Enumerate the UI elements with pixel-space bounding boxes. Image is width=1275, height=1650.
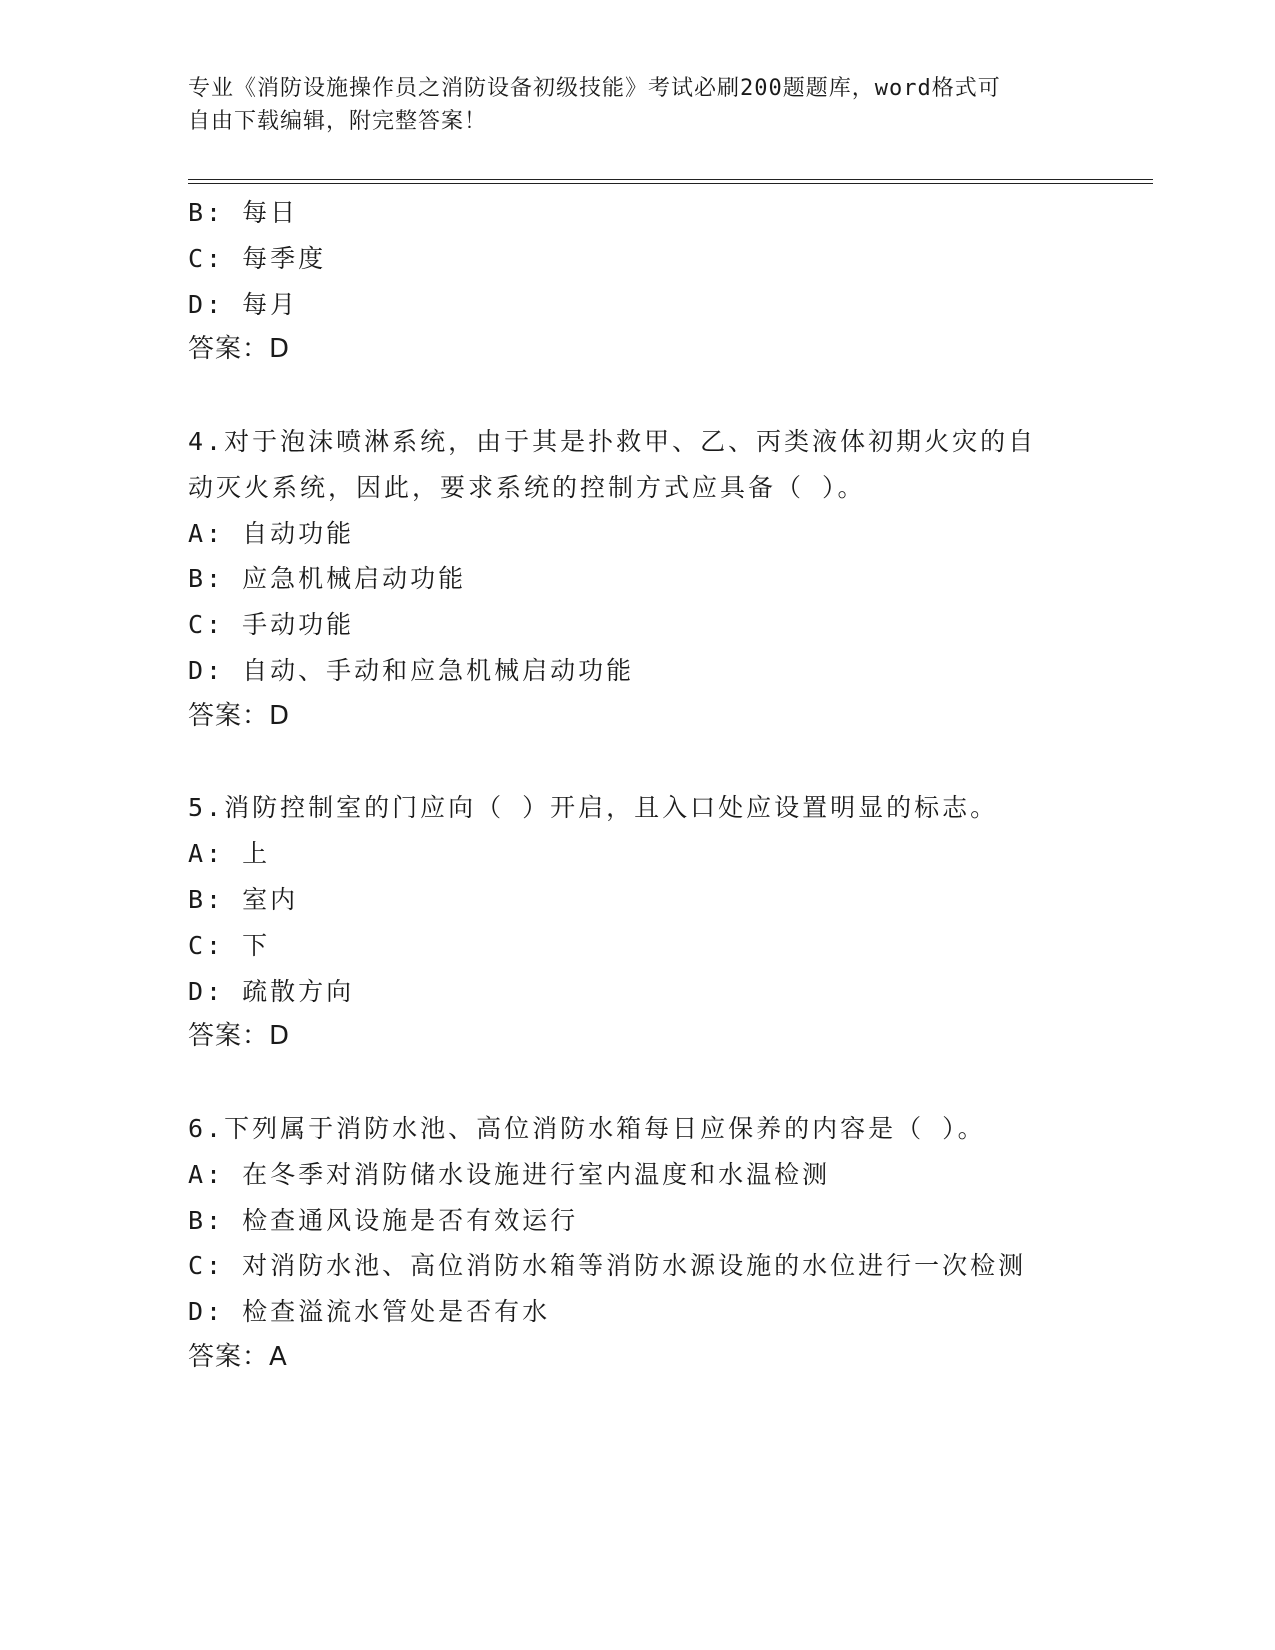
option-c: C: 下: [188, 930, 271, 960]
answer-line: 答案：D: [188, 1021, 291, 1052]
option-b: B: 检查通风设施是否有效运行: [188, 1205, 579, 1235]
question-5: [188, 785, 1148, 1060]
option-c: C: 对消防水池、高位消防水箱等消防水源设施的水位进行一次检测: [188, 1251, 1027, 1281]
question-4: [188, 419, 1148, 740]
question-6: [188, 1106, 1148, 1381]
header-title-line-2: 自由下载编辑，附完整答案！: [188, 109, 488, 134]
option-d: D: 检查溢流水管处是否有水: [188, 1297, 551, 1327]
question-stem-line-1: 5.消防控制室的门应向（ ）开启，且入口处应设置明显的标志。: [188, 793, 999, 823]
question-3-tail: [188, 190, 1148, 373]
question-gap: [188, 1060, 1148, 1106]
question-stem-line-2: 动灭火系统，因此，要求系统的控制方式应具备（ ）。: [188, 472, 866, 502]
option-b: B: 每日: [188, 198, 299, 227]
question-gap: [188, 373, 1148, 419]
option-b: B: 室内: [188, 884, 299, 914]
question-gap: [188, 740, 1148, 786]
question-list: [188, 190, 1148, 1381]
option-a: A: 上: [188, 839, 271, 869]
question-stem-line-1: 6.下列属于消防水池、高位消防水箱每日应保养的内容是（ ）。: [188, 1113, 986, 1143]
header-divider-top: [188, 179, 1153, 180]
option-b: B: 应急机械启动功能: [188, 564, 467, 594]
header-title-line-1: 专业《消防设施操作员之消防设备初级技能》考试必刷200题题库，word格式可: [188, 76, 1001, 101]
option-a: A: 在冬季对消防储水设施进行室内温度和水温检测: [188, 1159, 831, 1189]
option-d: D: 每月: [188, 289, 299, 319]
answer-line: 答案：A: [188, 1341, 288, 1372]
answer-line: 答案：D: [188, 334, 291, 365]
answer-line: 答案：D: [188, 700, 291, 731]
option-c: C: 手动功能: [188, 610, 355, 640]
option-c: C: 每季度: [188, 243, 327, 273]
question-stem-line-1: 4.对于泡沫喷淋系统，由于其是扑救甲、乙、丙类液体初期火灾的自: [188, 426, 1037, 456]
option-d: D: 疏散方向: [188, 976, 355, 1006]
option-d: D: 自动、手动和应急机械启动功能: [188, 655, 635, 685]
header-divider-bottom: [188, 183, 1153, 184]
option-a: A: 自动功能: [188, 518, 355, 548]
document-header: [188, 72, 1088, 138]
